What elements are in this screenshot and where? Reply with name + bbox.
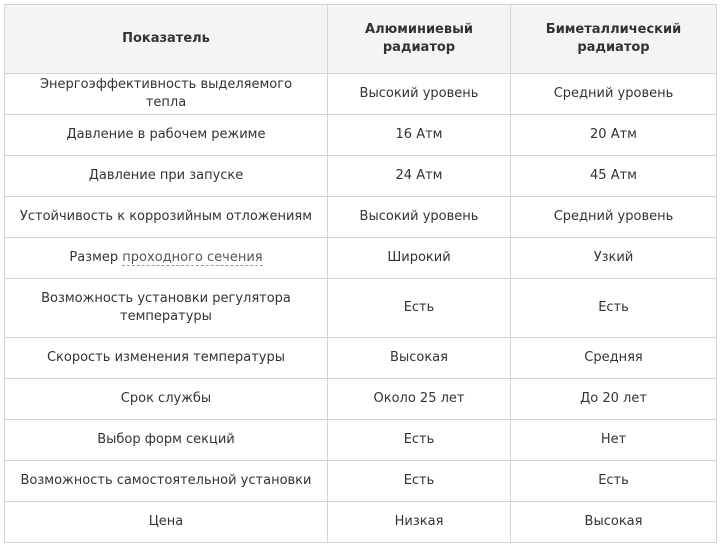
bimetallic-value: Средняя: [511, 338, 717, 379]
table-row: [5, 338, 717, 379]
aluminum-value: Высокая: [328, 338, 511, 379]
row-label: Давление в рабочем режиме: [5, 115, 328, 156]
bimetallic-value: Узкий: [511, 238, 717, 279]
bimetallic-value: 45 Атм: [511, 156, 717, 197]
table-row: [5, 74, 717, 115]
row-label: Возможность установки регулятора температуры: [5, 279, 328, 338]
table-row: [5, 279, 717, 338]
table-header-row: [5, 5, 717, 74]
aluminum-value: 24 Атм: [328, 156, 511, 197]
row-label-prefix: Размер: [69, 250, 119, 265]
header-indicator: Показатель: [5, 5, 328, 74]
bimetallic-value: Есть: [511, 461, 717, 502]
table-row: [5, 461, 717, 502]
row-label: [5, 238, 328, 279]
aluminum-value: Есть: [328, 420, 511, 461]
aluminum-value: Есть: [328, 461, 511, 502]
aluminum-value: Низкая: [328, 502, 511, 543]
table-row: [5, 502, 717, 543]
bimetallic-value: Нет: [511, 420, 717, 461]
aluminum-value: Широкий: [328, 238, 511, 279]
bimetallic-value: Средний уровень: [511, 197, 717, 238]
aluminum-value: Около 25 лет: [328, 379, 511, 420]
table-row: [5, 115, 717, 156]
table-row: [5, 156, 717, 197]
row-label: Выбор форм секций: [5, 420, 328, 461]
row-label: Возможность самостоятельной установки: [5, 461, 328, 502]
header-aluminum-radiator: Алюминиевый радиатор: [328, 5, 511, 74]
table-row: [5, 238, 717, 279]
table-row: [5, 197, 717, 238]
row-label: Энергоэффективность выделяемого тепла: [5, 74, 328, 115]
table-row: [5, 379, 717, 420]
header-bimetallic-radiator: Биметаллический радиатор: [511, 5, 717, 74]
bimetallic-value: 20 Атм: [511, 115, 717, 156]
row-label: Срок службы: [5, 379, 328, 420]
aluminum-value: 16 Атм: [328, 115, 511, 156]
row-label: Скорость изменения температуры: [5, 338, 328, 379]
aluminum-value: Высокий уровень: [328, 74, 511, 115]
radiator-comparison-table: [4, 4, 717, 543]
term-link-cross-section[interactable]: проходного сечения: [122, 250, 263, 265]
aluminum-value: Есть: [328, 279, 511, 338]
bimetallic-value: До 20 лет: [511, 379, 717, 420]
row-label: Устойчивость к коррозийным отложениям: [5, 197, 328, 238]
bimetallic-value: Высокая: [511, 502, 717, 543]
row-label: Давление при запуске: [5, 156, 328, 197]
bimetallic-value: Есть: [511, 279, 717, 338]
table-row: [5, 420, 717, 461]
row-label: Цена: [5, 502, 328, 543]
aluminum-value: Высокий уровень: [328, 197, 511, 238]
bimetallic-value: Средний уровень: [511, 74, 717, 115]
